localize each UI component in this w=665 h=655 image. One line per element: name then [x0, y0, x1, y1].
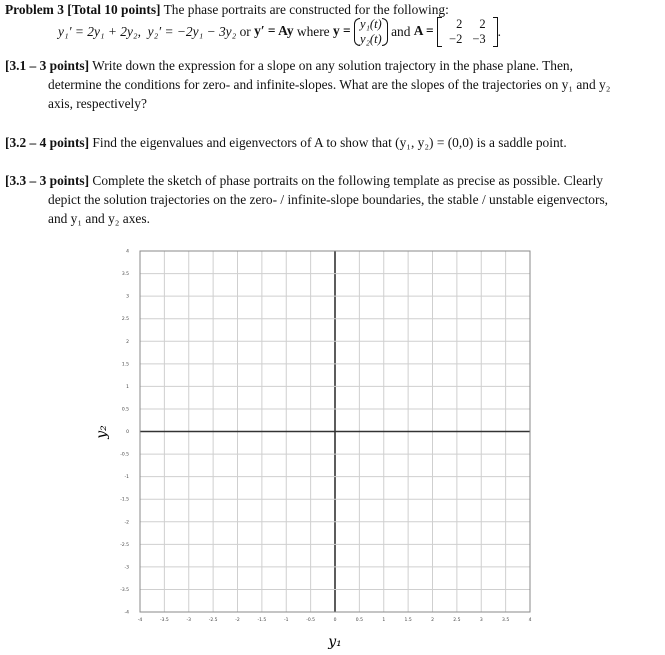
part-3-text-1: Complete the sketch of phase portraits on the following template as precise as possible. Clearly [89, 173, 603, 188]
x-tick-label: -2 [235, 618, 240, 623]
y-tick-label: -2.5 [120, 542, 129, 548]
part-2-label: [3.2 – 4 points] [5, 135, 90, 150]
x-tick-label: -4 [137, 618, 143, 623]
y-tick-label: 1 [126, 384, 129, 390]
y-tick-label: -1 [124, 475, 129, 481]
x-tick-label: -1.5 [257, 618, 267, 623]
x-tick-label: 0 [333, 618, 337, 623]
matrix-a11: 2 [456, 17, 463, 31]
vector-form: y′ = Ay [254, 23, 294, 39]
part-1-line-3: axis, respectively? [48, 96, 147, 111]
y-axis-label: y₂ [94, 425, 110, 439]
x-axis-label: y₁ [328, 634, 342, 650]
y-tick-label: -3.5 [120, 587, 129, 593]
x-tick-label: 3.5 [502, 618, 510, 623]
x-tick-label: -0.5 [306, 618, 316, 623]
problem-intro: The phase portraits are constructed for the following: [160, 2, 449, 17]
x-tick-label: -1 [284, 618, 289, 623]
equation-1: y₁′ = 2y₁ + 2y₂, [58, 24, 141, 39]
system-equation: y₁′ = 2y₁ + 2y₂, y₂′ = −2y₁ − 3y₂ or y′ = Ay where y = y₁(t) y₂(t) and A = 2 2 −2 −3 . [58, 17, 502, 46]
x-tick-label: 2 [431, 618, 434, 623]
y-tick-label: -4 [124, 610, 129, 616]
y-tick-label: 0 [126, 430, 129, 435]
part-1-text-1: Write down the expression for a slope on any solution trajectory in the phase plane. Then, [89, 58, 573, 73]
y-tick-label: 2 [126, 339, 129, 345]
x-tick-label: -3 [186, 618, 191, 623]
y-tick-label: 2.5 [121, 317, 129, 323]
where-text: where [293, 24, 333, 39]
x-tick-label: 2.5 [453, 618, 461, 623]
x-tick-label: 3 [479, 618, 483, 623]
y-tick-label: 1.5 [121, 362, 129, 368]
y-tick-label: -1.5 [120, 497, 129, 503]
matrix-a22: −3 [472, 32, 486, 46]
y-vector-label: y = [332, 23, 351, 39]
and-text: and [387, 24, 414, 39]
x-tick-label: -3.5 [159, 618, 169, 623]
part-1-label: [3.1 – 3 points] [5, 58, 90, 73]
x-tick-label: 1.5 [404, 618, 412, 623]
y-tick-label: 3.5 [121, 272, 129, 278]
matrix-label: A = [413, 23, 434, 39]
matrix-a21: −2 [449, 32, 463, 46]
y-tick-label: 4 [126, 249, 129, 255]
x-tick-label: -2.5 [208, 618, 218, 623]
y-vector-bottom: y₂(t) [360, 32, 382, 46]
y-tick-label: -0.5 [120, 452, 129, 458]
x-tick-label: 4 [528, 618, 532, 623]
part-3-line-2: depict the solution trajectories on the zero- / infinite-slope boundaries, the stable / unstable eigenvectors, [48, 192, 609, 207]
y-tick-label: 0.5 [121, 407, 129, 413]
y-tick-label: -2 [124, 520, 129, 526]
part-2-text: Find the eigenvalues and eigenvectors of A to show that (y₁, y₂) = (0,0) is a saddle point. [89, 135, 567, 150]
or-text: or [236, 24, 255, 39]
part-1-line-2: determine the conditions for zero- and infinite-slopes. What are the slopes of the trajectories on y₁ and y₂ [48, 77, 611, 92]
y-tick-label: 3 [126, 294, 129, 300]
equation-2: y₂′ = −2y₁ − 3y₂ [147, 24, 237, 39]
x-tick-label: 1 [382, 618, 386, 623]
y-tick-label: -3 [124, 565, 129, 571]
problem-heading: Problem 3 [Total 10 points] [5, 2, 161, 17]
x-tick-label: 0.5 [355, 618, 363, 623]
part-3-label: [3.3 – 3 points] [5, 173, 90, 188]
y-vector-top: y₁(t) [360, 17, 382, 31]
part-3-line-3: and y₁ and y₂ axes. [48, 211, 150, 226]
matrix-a12: 2 [479, 17, 486, 31]
